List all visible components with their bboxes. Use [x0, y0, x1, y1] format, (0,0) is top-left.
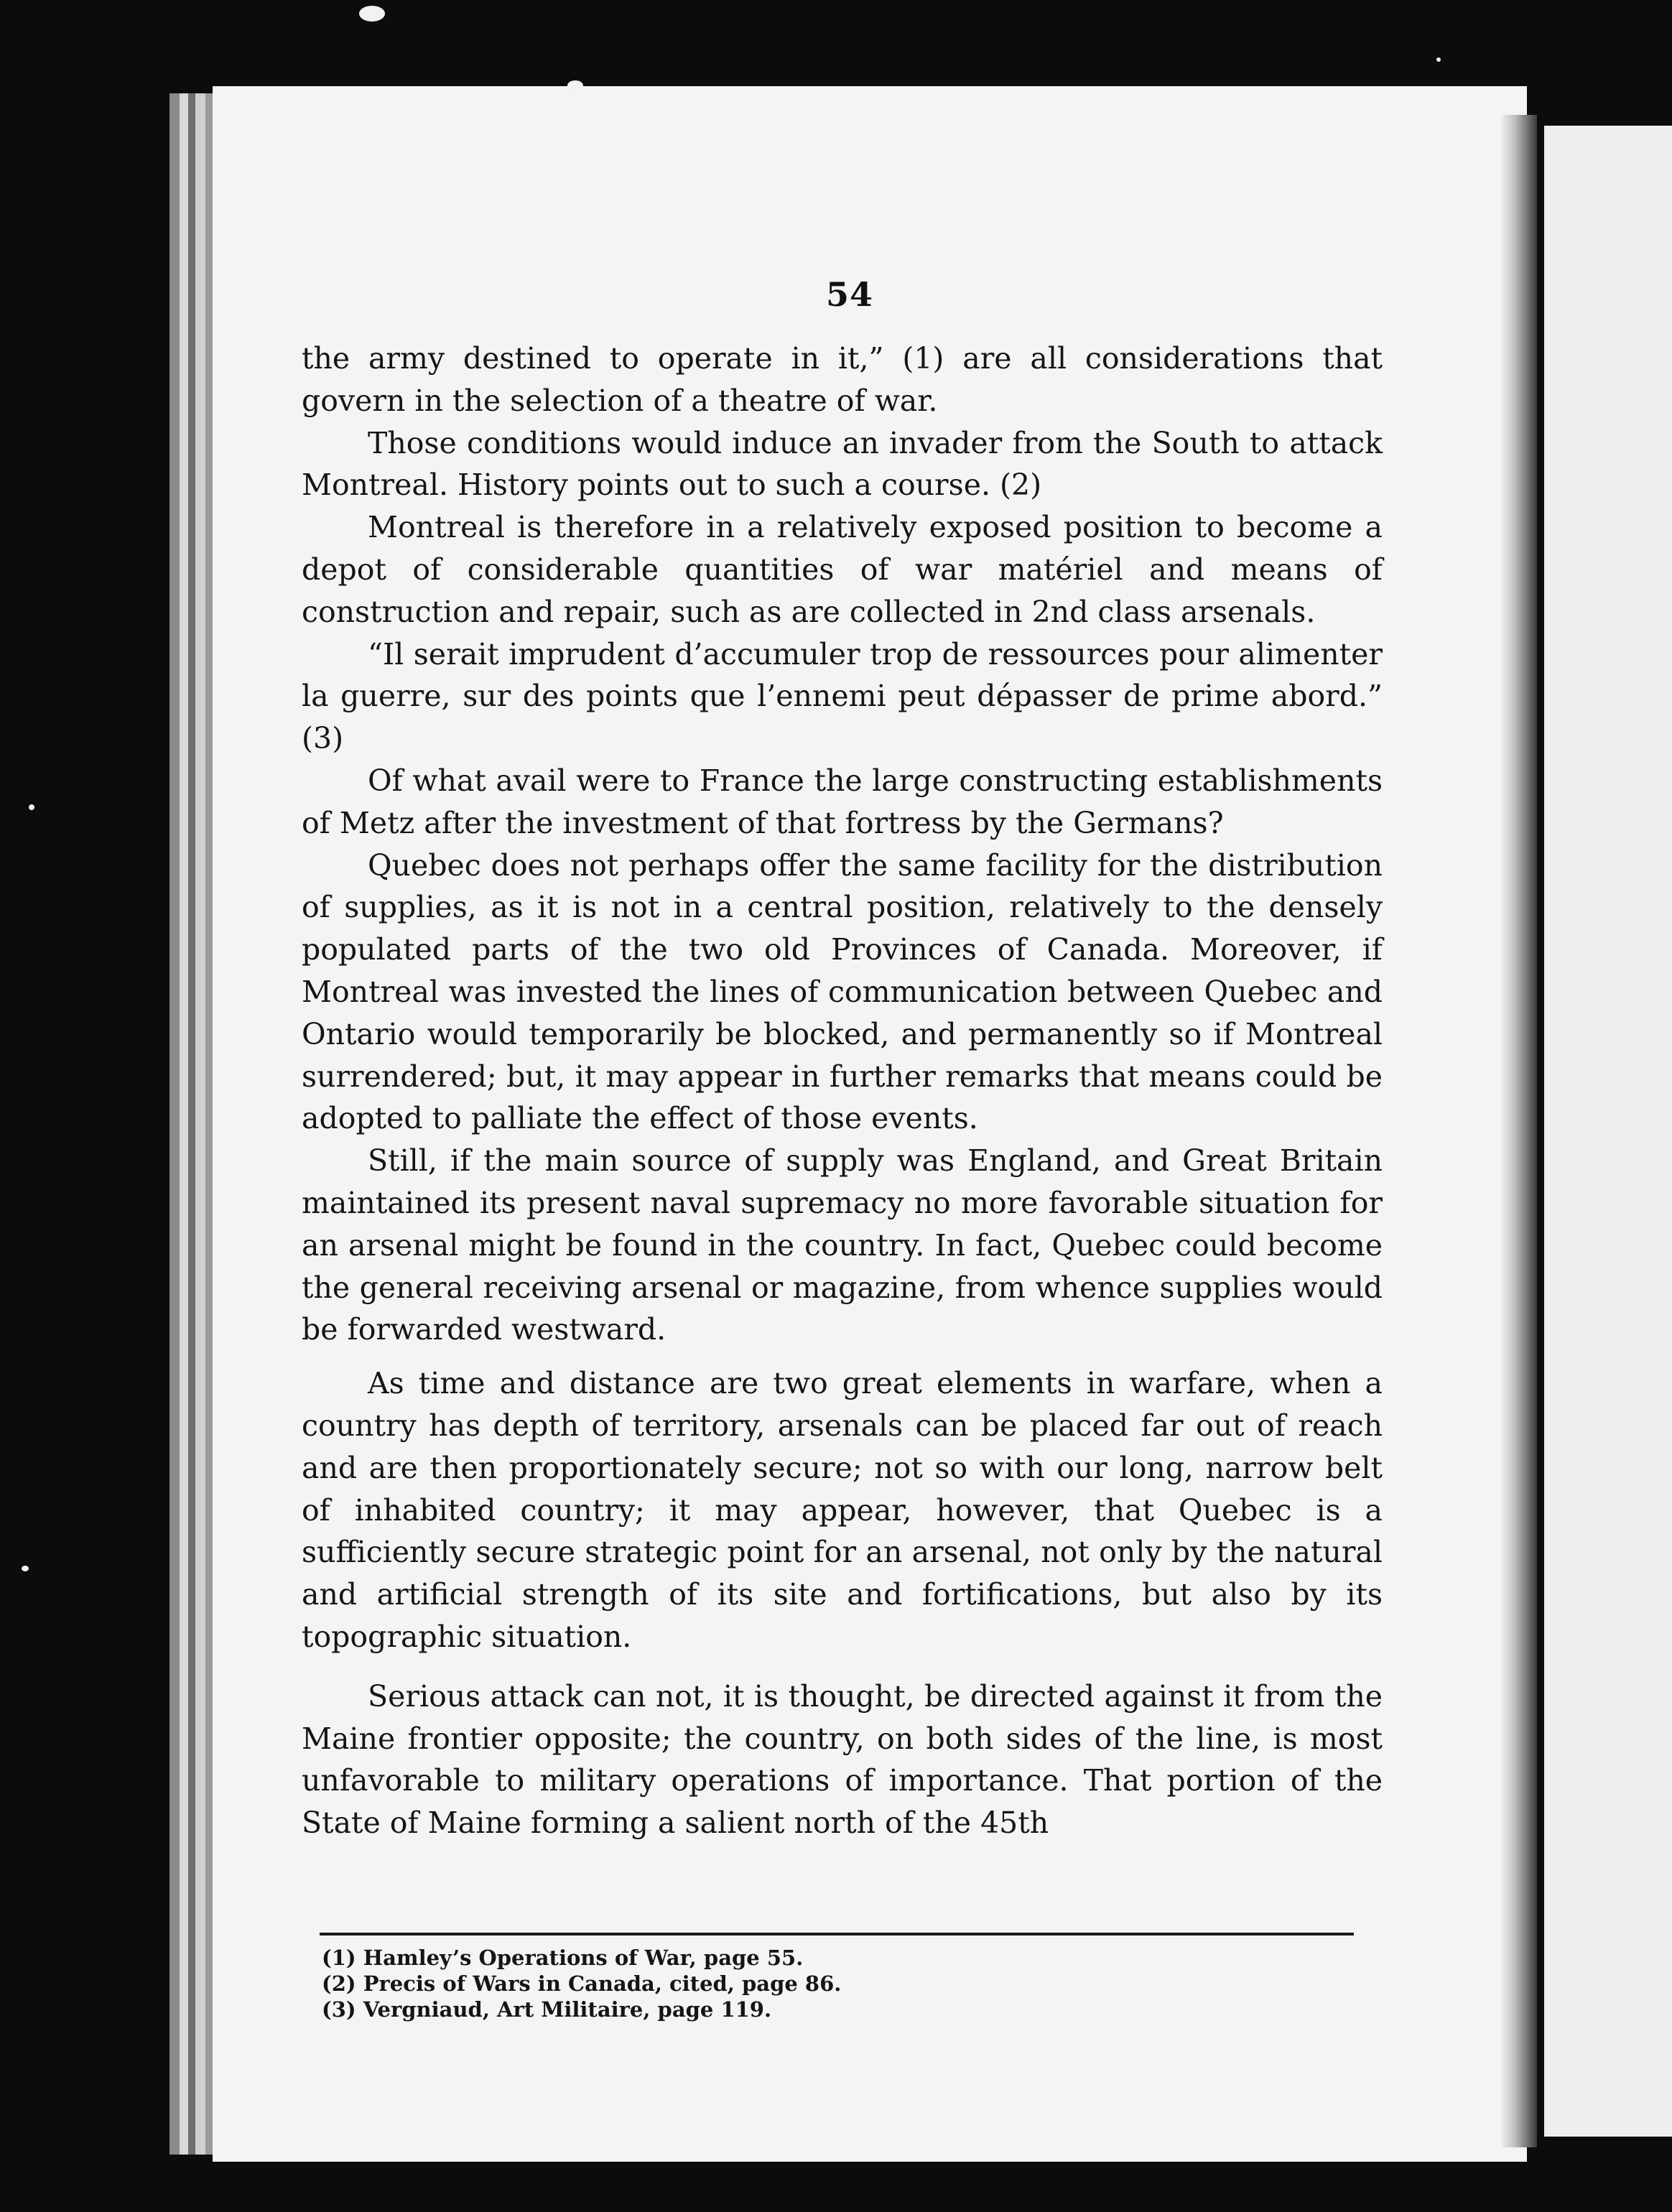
footnote: (2) Precis of Wars in Canada, cited, page 86. — [322, 1971, 842, 1996]
page-edge-strip — [188, 93, 195, 2155]
facing-page-edge — [1544, 126, 1672, 2137]
page-edge-strip — [169, 93, 180, 2155]
body-text — [302, 338, 1383, 1844]
page-number: 54 — [826, 275, 874, 314]
footnote: (1) Hamley’s Operations of War, page 55. — [322, 1946, 804, 1970]
paragraph-quote-french: “Il serait imprudent d’accumuler trop de ressources pour alimenter la guerre, sur des points que l’ennemi peut dépasser de prime abord.” (3) — [302, 636, 1383, 756]
footnotes — [322, 1945, 841, 2022]
paragraph: Of what avail were to France the large constructing establishments of Metz after the investment of that fortress by the Germans? — [302, 763, 1383, 840]
dust-speck — [29, 804, 34, 810]
paragraph: As time and distance are two great elements in warfare, when a country has depth of territory, arsenals can be placed far out of reach and are then proportionately secure; not so with our long, narrow belt of inhabited country; it may appear, however, that Quebec is a sufficiently secure strategic point for an arsenal, not only by the natural and artificial strength of its site and fortifications, but also by its topographic situation. — [302, 1366, 1383, 1654]
book-spine-shadow — [1501, 115, 1537, 2147]
paragraph: Serious attack can not, it is thought, be directed against it from the Maine frontier opposite; the country, on both sides of the line, is most unfavorable to military operations of importance. That portion of the State of Maine forming a salient north of the 45th — [302, 1678, 1383, 1841]
paragraph: Still, if the main source of supply was England, and Great Britain maintained its present naval supremacy no more favorable situation for an arsenal might be found in the country. In fact, Quebec could become the general receiving arsenal or magazine, from whence supplies would be forwarded westward. — [302, 1143, 1383, 1347]
paragraph: Those conditions would induce an invader from the South to attack Montreal. History points out to such a course. (2) — [302, 425, 1383, 503]
dust-speck — [567, 80, 583, 90]
dust-speck — [359, 6, 385, 22]
dust-speck — [1436, 57, 1441, 62]
page-edge-strip — [205, 93, 213, 2155]
paragraph: Montreal is therefore in a relatively exposed position to become a depot of considerable quantities of war matériel and means of construction and repair, such as are collected in 2nd class arsenals. — [302, 510, 1383, 629]
page-edge-strip — [180, 93, 188, 2155]
footnote-divider — [320, 1933, 1354, 1936]
paragraph: the army destined to operate in it,” (1) are all considerations that govern in the selection of a theatre of war. — [302, 341, 1383, 418]
dust-speck — [22, 1566, 29, 1571]
page-edge-strip — [195, 93, 205, 2155]
paragraph: Quebec does not perhaps offer the same facility for the distribution of supplies, as it is not in a central position, relatively to the densely populated parts of the two old Provinces of Canada. Moreover, if Montreal was invested the lines of communication between Quebec and Ontario would temporarily be blocked, and permanently so if Montreal surrendered; but, it may appear in further remarks that means could be adopted to palliate the effect of those events. — [302, 847, 1383, 1136]
footnote: (3) Vergniaud, Art Militaire, page 119. — [322, 1997, 772, 2022]
